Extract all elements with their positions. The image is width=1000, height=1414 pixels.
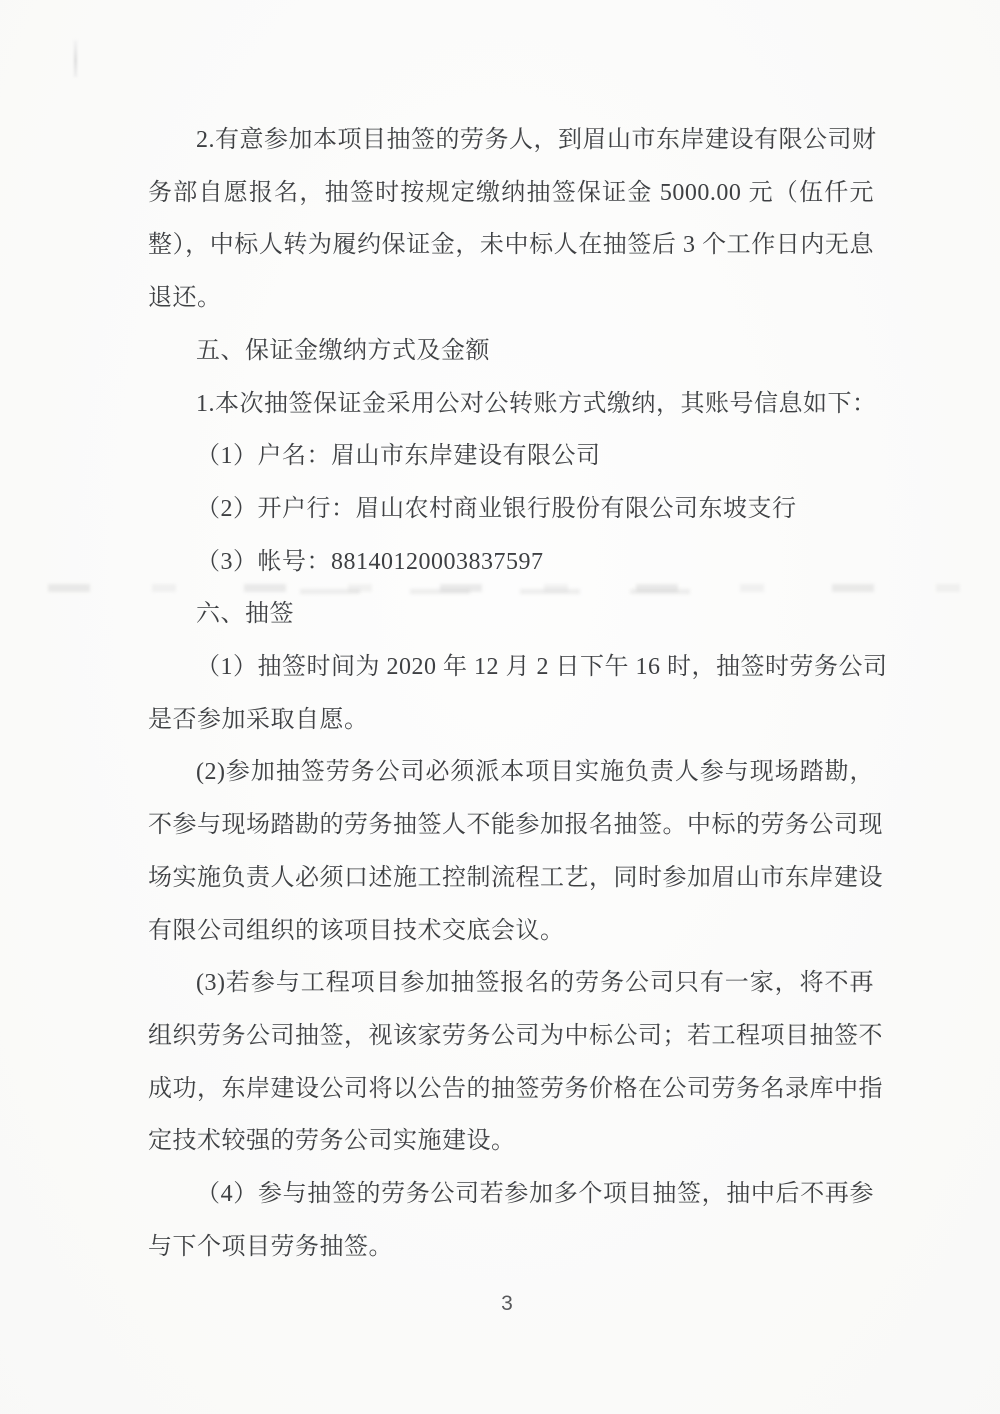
text-line: 定技术较强的劳务公司实施建设。 — [148, 1128, 516, 1155]
paragraph — [148, 641, 888, 746]
text-line: 1.本次抽签保证金采用公对公转账方式缴纳，其账号信息如下： — [196, 390, 877, 417]
text-line: （2）开户行：眉山农村商业银行股份有限公司东坡支行 — [196, 495, 797, 522]
text-line: (2)参加抽签劳务公司必须派本项目实施负责人参与现场踏勘， — [196, 759, 874, 786]
paragraph — [148, 378, 877, 431]
text-line: 务部自愿报名，抽签时按规定缴纳抽签保证金 5000.00 元（伍仟元 — [148, 179, 874, 206]
text-line: （4）参与抽签的劳务公司若参加多个项目抽签，抽中后不再参 — [196, 1181, 874, 1208]
text-line: 不参与现场踏勘的劳务抽签人不能参加报名抽签。中标的劳务公司现 — [148, 812, 883, 839]
text-line: 与下个项目劳务抽签。 — [148, 1233, 393, 1260]
text-line: 有限公司组织的该项目技术交底会议。 — [148, 917, 565, 944]
text-line: （1）户名：眉山市东岸建设有限公司 — [196, 443, 601, 470]
text-line: 2.有意参加本项目抽签的劳务人，到眉山市东岸建设有限公司财 — [196, 127, 877, 153]
scan-artifact-vertical-streak — [74, 40, 77, 77]
text-line: 退还。 — [148, 285, 222, 312]
text-line: 是否参加采取自愿。 — [148, 706, 369, 733]
heading — [148, 325, 874, 378]
paragraph — [148, 1168, 874, 1273]
document-body — [148, 114, 888, 1273]
text-line: （1）抽签时间为 2020 年 12 月 2 日下午 16 时，抽签时劳务公司 — [196, 654, 888, 681]
page-number: 3 — [501, 1292, 513, 1315]
text-line: (3)若参与工程项目参加抽签报名的劳务公司只有一家，将不再 — [196, 970, 874, 997]
text-line: （3）帐号：88140120003837597 — [196, 548, 544, 575]
text-line: 整），中标人转为履约保证金，未中标人在抽签后 3 个工作日内无息 — [148, 232, 874, 259]
paragraph — [148, 746, 883, 957]
heading — [148, 588, 874, 641]
text-line: 六、抽签 — [196, 601, 294, 628]
list-item — [148, 430, 874, 483]
text-line: 组织劳务公司抽签，视该家劳务公司为中标公司；若工程项目抽签不 — [148, 1022, 883, 1049]
list-item — [148, 536, 874, 589]
paragraph — [148, 114, 877, 325]
text-line: 五、保证金缴纳方式及金额 — [196, 337, 490, 364]
paragraph — [148, 957, 883, 1168]
text-line: 场实施负责人必须口述施工控制流程工艺，同时参加眉山市东岸建设 — [148, 864, 883, 891]
list-item — [148, 483, 874, 536]
text-line: 成功，东岸建设公司将以公告的抽签劳务价格在公司劳务名录库中指 — [148, 1075, 883, 1102]
